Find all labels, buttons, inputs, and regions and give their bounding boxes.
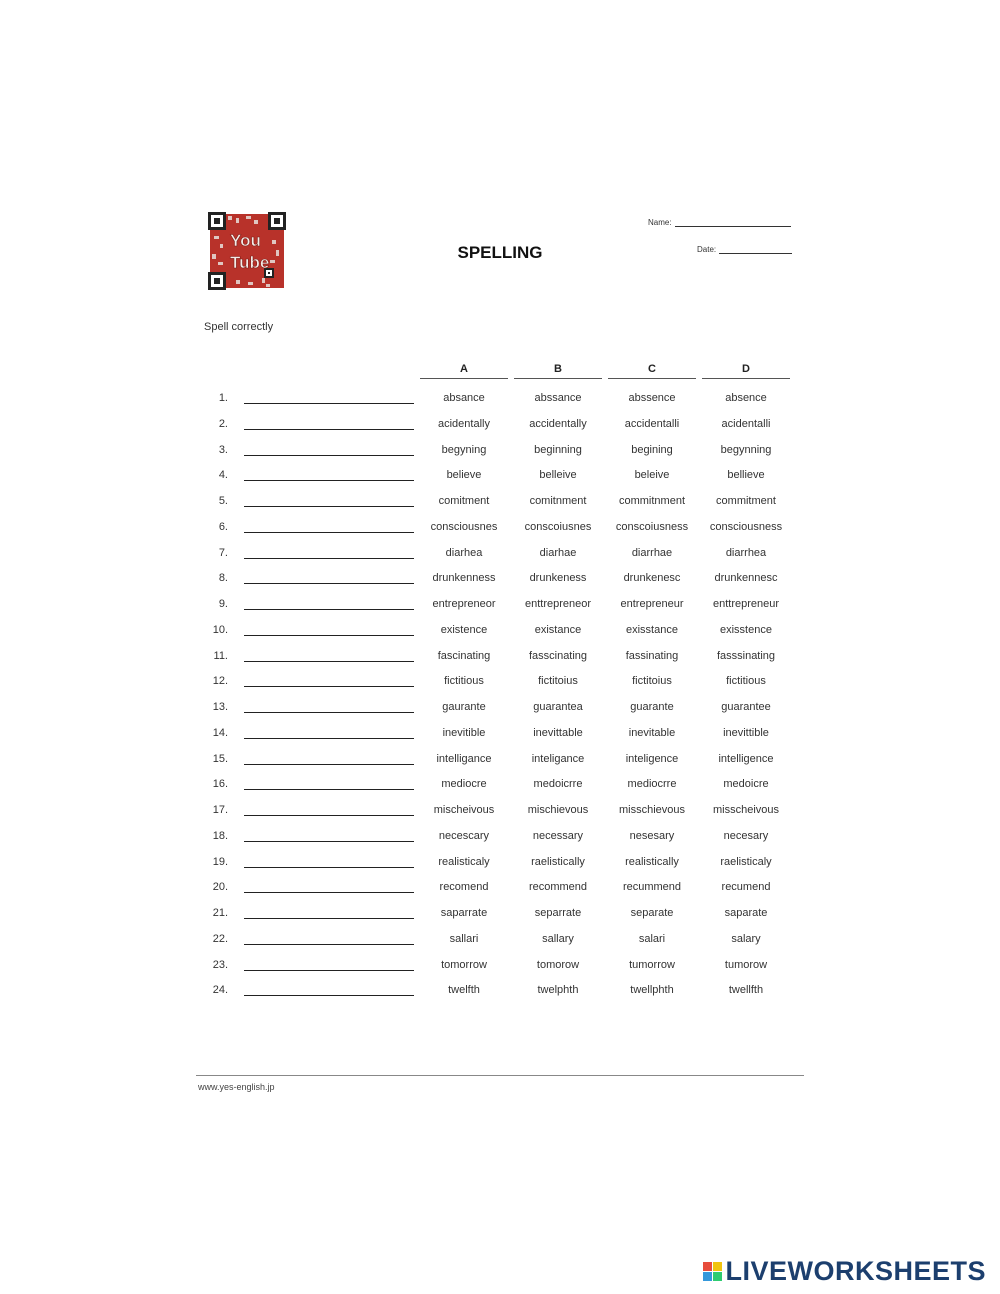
option-a[interactable]: absance [443,392,485,404]
footer-divider [196,1075,804,1076]
option-a[interactable]: twelfth [448,984,480,997]
option-c[interactable]: misschievous [618,804,686,816]
column-header-b: B [554,363,562,375]
option-d[interactable]: raelisticaly [720,855,772,868]
name-field [648,217,791,227]
option-a[interactable]: recomend [439,881,489,894]
option-d[interactable]: salary [731,932,761,945]
option-a[interactable]: mischeivous [433,804,495,816]
option-d[interactable]: acidentalli [721,417,771,430]
answer-input[interactable] [244,440,414,456]
option-d[interactable]: twellfth [728,984,764,997]
option-b[interactable]: guarantea [533,701,583,713]
option-c[interactable]: fassinating [625,649,679,662]
option-d[interactable]: tumorow [724,958,768,971]
date-label: Date: [697,245,717,254]
option-b[interactable]: inevittable [533,726,583,739]
answer-input[interactable] [244,980,414,996]
svg-text:Tube: Tube [230,253,270,272]
option-c[interactable]: diarrhae [631,546,673,559]
option-c[interactable]: inevitable [628,726,676,739]
answer-input[interactable] [244,903,414,919]
question-number: 22. [212,932,228,945]
option-c[interactable]: drunkenesc [623,572,681,585]
answer-input[interactable] [244,852,414,868]
option-d[interactable]: misscheivous [712,804,780,816]
question-row [0,977,1000,1002]
question-row [0,565,1000,590]
option-b[interactable]: beginning [534,443,582,456]
column-rule [420,378,508,379]
question-number: 5. [218,495,228,507]
liveworksheets-brand [703,1256,986,1287]
option-a[interactable]: sallari [449,932,479,945]
option-b[interactable]: medoicrre [533,778,583,791]
option-a[interactable]: entrepreneor [432,598,496,610]
question-number: 16. [212,778,228,791]
question-number: 9. [218,598,228,610]
date-blank[interactable] [719,244,792,254]
option-a[interactable]: acidentally [438,417,490,430]
option-b[interactable]: tomorow [536,958,580,971]
question-number: 4. [218,469,228,482]
option-c[interactable]: beleive [634,469,670,482]
option-a[interactable]: inevitible [442,726,486,739]
question-number: 18. [212,829,228,842]
option-c[interactable]: guarante [630,701,674,713]
question-row [0,694,1000,719]
option-c[interactable]: salari [638,932,666,945]
option-d[interactable]: medoicre [723,778,769,791]
page-title: SPELLING [457,243,543,262]
column-header-a: A [460,363,468,375]
option-a[interactable]: consciousnes [430,520,498,533]
option-d[interactable]: drunkennesc [714,572,778,585]
option-a[interactable]: saparrate [440,907,488,919]
answer-input[interactable] [244,671,414,687]
option-a[interactable]: mediocre [441,778,487,791]
option-b[interactable]: diarhae [539,546,577,559]
question-row [0,952,1000,977]
option-b[interactable]: raelistically [531,855,585,868]
answer-input[interactable] [244,543,414,559]
question-number: 6. [218,520,228,533]
answer-input[interactable] [244,826,414,842]
question-number: 13. [212,701,228,713]
question-row [0,617,1000,642]
option-d[interactable]: fasssinating [716,649,776,662]
answer-input[interactable] [244,414,414,430]
option-c[interactable]: realistically [625,855,679,868]
question-number: 1. [218,392,228,404]
option-d[interactable]: begynning [720,443,772,456]
option-d[interactable]: fictitious [726,675,766,688]
question-row [0,591,1000,616]
option-b[interactable]: mischievous [527,804,589,816]
option-b[interactable]: enttrepreneor [524,598,592,610]
answer-input[interactable] [244,491,414,507]
answer-input[interactable] [244,774,414,790]
question-row [0,926,1000,951]
option-a[interactable]: necescary [438,829,490,842]
option-a[interactable]: believe [446,469,482,482]
question-number: 3. [218,443,228,456]
option-c[interactable]: commitnment [618,495,686,507]
question-row [0,411,1000,436]
option-b[interactable]: abssance [534,392,582,404]
answer-input[interactable] [244,697,414,713]
question-number: 2. [218,417,228,430]
question-row [0,462,1000,487]
question-row [0,849,1000,874]
question-number: 17. [212,804,228,816]
option-d[interactable]: saparate [724,907,768,919]
answer-input[interactable] [244,929,414,945]
question-number: 21. [212,907,228,919]
option-d[interactable]: consciousness [709,520,783,533]
question-number: 12. [212,675,228,688]
option-d[interactable]: exisstence [720,623,772,636]
question-number: 7. [218,546,228,559]
question-row [0,488,1000,513]
answer-input[interactable] [244,465,414,481]
question-row [0,514,1000,539]
answer-input[interactable] [244,749,414,765]
column-header-d: D [742,363,750,375]
option-a[interactable]: fascinating [437,649,491,662]
answer-input[interactable] [244,646,414,662]
option-d[interactable]: absence [725,392,767,404]
option-b[interactable]: fictitoius [538,675,578,688]
option-d[interactable]: inevittible [723,726,769,739]
question-number: 10. [212,623,228,636]
option-d[interactable]: intelligence [718,752,774,765]
question-number: 19. [212,855,228,868]
option-b[interactable]: separrate [534,907,582,919]
brand-badge-square [713,1272,722,1281]
question-row [0,771,1000,796]
option-b[interactable]: twelphth [537,984,579,997]
option-b[interactable]: fasscinating [528,649,588,662]
question-row [0,874,1000,899]
option-c[interactable]: accidentalli [624,417,680,430]
option-b[interactable]: belleive [539,469,577,482]
question-row [0,900,1000,925]
question-number: 8. [218,572,228,585]
option-b[interactable]: sallary [542,932,574,945]
option-c[interactable]: abssence [628,392,676,404]
footer-url: www.yes-english.jp [198,1082,275,1092]
option-d[interactable]: necesary [723,829,769,842]
option-b[interactable]: existance [534,623,582,636]
answer-input[interactable] [244,594,414,610]
option-b[interactable]: recommend [528,881,588,894]
option-a[interactable]: intelligance [436,752,492,765]
brand-badge-square [703,1262,712,1271]
brand-badge-square [713,1262,722,1271]
column-rule [514,378,602,379]
question-number: 24. [212,984,228,997]
option-a[interactable]: existence [440,623,488,636]
brand-logo-icon [703,1262,722,1281]
question-row [0,643,1000,668]
option-c[interactable]: tumorrow [629,958,675,971]
qr-code-youtube [206,210,288,292]
option-c[interactable]: conscoiusness [615,520,689,533]
option-d[interactable]: enttrepreneur [712,598,780,610]
option-d[interactable]: recumend [721,881,771,894]
option-b[interactable]: necessary [532,829,584,842]
column-rule [702,378,790,379]
question-row [0,746,1000,771]
question-row [0,720,1000,745]
question-number: 23. [212,958,228,971]
option-d[interactable]: guarantee [721,701,771,713]
question-row [0,437,1000,462]
option-a[interactable]: gaurante [442,701,486,713]
answer-input[interactable] [244,620,414,636]
option-c[interactable]: mediocrre [627,778,677,791]
option-c[interactable]: exisstance [626,623,678,636]
option-c[interactable]: entrepreneur [620,598,684,610]
option-d[interactable]: commitment [716,495,776,507]
option-d[interactable]: diarrhea [725,546,767,559]
question-number: 20. [212,881,228,894]
option-c[interactable]: begining [631,443,673,456]
brand-name: LIVEWORKSHEETS [725,1256,986,1286]
brand-badge-square [703,1272,712,1281]
option-c[interactable]: nesesary [629,829,675,842]
option-a[interactable]: tomorrow [441,958,487,971]
option-a[interactable]: fictitious [444,675,484,688]
question-row [0,797,1000,822]
option-b[interactable]: inteligance [531,752,585,765]
answer-input[interactable] [244,388,414,404]
option-a[interactable]: diarhea [445,546,483,559]
option-c[interactable]: recummend [622,881,682,894]
answer-input[interactable] [244,568,414,584]
option-a[interactable]: begyning [441,443,487,456]
answer-input[interactable] [244,877,414,893]
question-row [0,385,1000,410]
question-row [0,540,1000,565]
option-b[interactable]: drunkeness [529,572,587,585]
question-number: 15. [212,752,228,765]
answer-input[interactable] [244,955,414,971]
name-label: Name: [648,218,672,227]
question-number: 14. [212,726,228,739]
option-b[interactable]: comitnment [529,495,587,507]
date-field [697,244,792,254]
name-blank[interactable] [675,217,791,227]
option-c[interactable]: fictitoius [632,675,672,688]
answer-input[interactable] [244,723,414,739]
option-a[interactable]: drunkenness [432,572,496,585]
column-header-c: C [648,363,656,375]
question-row [0,823,1000,848]
option-d[interactable]: bellieve [727,469,765,482]
option-b[interactable]: accidentally [529,417,587,430]
question-number: 11. [213,649,228,662]
option-a[interactable]: comitment [438,495,490,507]
option-b[interactable]: conscoiusnes [524,520,592,533]
answer-input[interactable] [244,517,414,533]
option-c[interactable]: twellphth [630,984,674,997]
instructions-text: Spell correctly [204,321,274,333]
option-c[interactable]: inteligence [625,752,679,765]
svg-text:You: You [230,231,261,250]
answer-input[interactable] [244,800,414,816]
column-rule [608,378,696,379]
option-c[interactable]: separate [630,907,674,919]
question-row [0,668,1000,693]
option-a[interactable]: realisticaly [438,855,490,868]
